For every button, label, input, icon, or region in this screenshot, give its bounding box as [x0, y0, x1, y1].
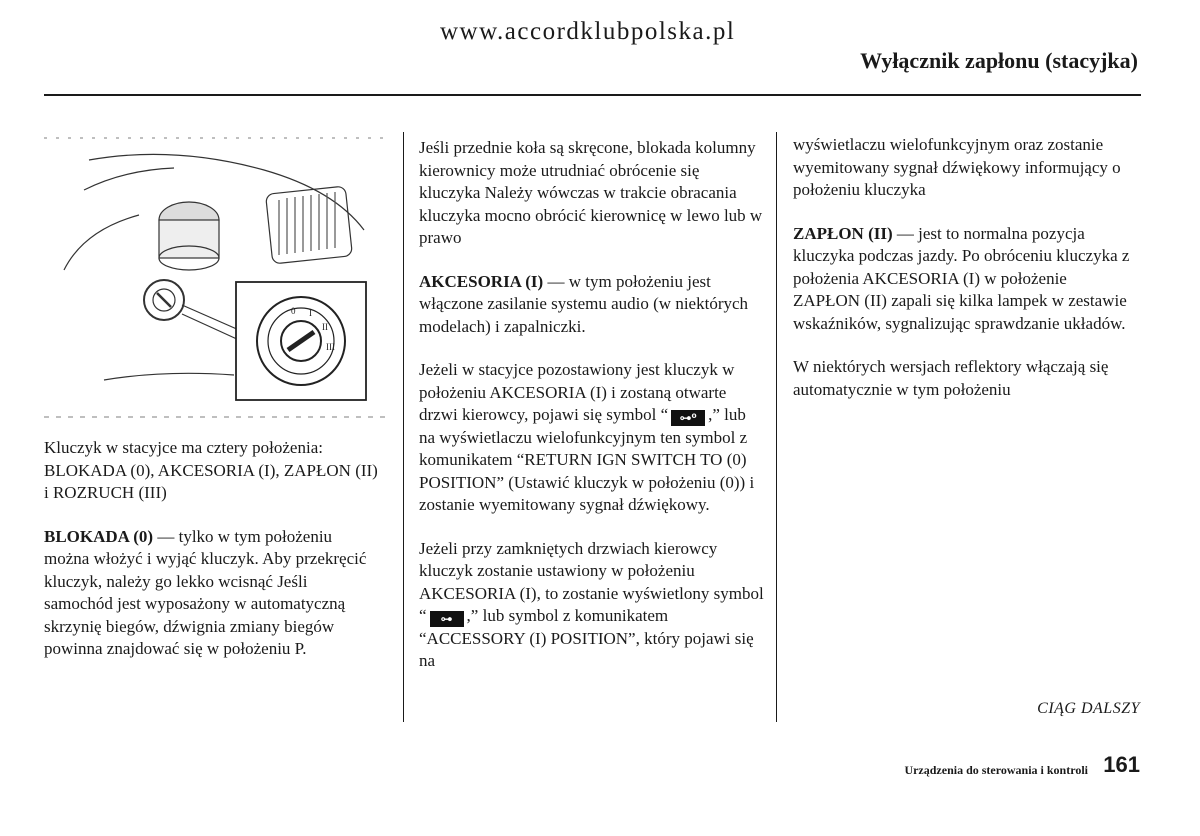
lock-position-text: — tylko w tym położeniu można włożyć i wyjąć kluczyk. Aby przekręcić kluczyk, należy go lekko wcisnąć Jeśli samochód jest wyposażony w automatyczną skrzynię biegów, dźwignia zmiany biegów powinna znajdować się w położeniu P.	[44, 526, 367, 658]
ignition-switch-illustration	[44, 130, 390, 420]
site-url[interactable]: www.accordklubpolska.pl	[440, 18, 736, 45]
dial-mark-0: 0	[291, 306, 296, 316]
headlights-paragraph: W niektórych wersjach reflektory włączają się automatycznie w tym położeniu	[793, 357, 1109, 399]
ignition-position-label: ZAPŁON (II)	[793, 223, 893, 243]
display-paragraph: wyświetlaczu wielofunkcyjnym oraz zostanie wyemitowany sygnał dźwiękowy informujący o położeniu kluczyka	[793, 135, 1121, 199]
ignition-dial-detail	[236, 282, 366, 400]
column-2	[419, 137, 764, 694]
page-number: 161	[1103, 752, 1140, 777]
dial-mark-3: III	[326, 342, 335, 352]
column-1	[44, 437, 380, 682]
key-reminder-symbol-icon: ⊶⁰	[671, 410, 705, 426]
accessory-position-paragraph	[419, 271, 764, 339]
lock-position-label: BLOKADA (0)	[44, 526, 154, 546]
accessory-position-label: AKCESORIA (I)	[419, 271, 544, 291]
continued-note: CIĄG DALSZY	[1037, 700, 1140, 717]
dial-mark-1: I	[309, 308, 312, 318]
key-left-paragraph: Jeżeli w stacyjce pozostawiony jest kluczyk w położeniu AKCESORIA (I) i zostaną otwarte drzwi kierowcy, pojawi się symbol “ ⊶⁰ ,” lub na wyświetlaczu wielofunkcyjnym ten symbol z komunikatem “RETURN IGN SWITCH TO (0) POSITION” (Ustawić kluczyk w położeniu (0)) i zostanie wyemitowany sygnał dźwiękowy.	[419, 360, 755, 514]
header-rule	[44, 94, 1141, 96]
doors-closed-paragraph: Jeżeli przy zamkniętych drzwiach kierowcy kluczyk zostanie ustawiony w położeniu AKCESORIA (I), to zostanie wyświetlony symbol “ ⊶ ,” lub symbol z komunikatem “ACCESSORY (I) POSITION”, który pojawi się na	[419, 538, 764, 670]
column-divider-2	[776, 132, 777, 722]
ignition-position-text: — jest to normalna pozycja kluczyka podczas jazdy. Po obróceniu kluczyka z położenia AKCESORIA (I) w położenie ZAPŁON (II) zapali się kilka lampek w zestawie wskaźników, sygnalizując sprawdzanie układów.	[793, 223, 1130, 333]
accessory-symbol-icon: ⊶	[430, 611, 464, 627]
dial-mark-2: II	[322, 322, 328, 332]
ignition-position-paragraph	[793, 223, 1133, 336]
section-title: Wyłącznik zapłonu (stacyjka)	[860, 48, 1138, 73]
positions-caption: Kluczyk w stacyjce ma cztery położenia: BLOKADA (0), AKCESORIA (I), ZAPŁON (II) i ROZRUCH (III)	[44, 438, 378, 502]
column-divider-1	[403, 132, 404, 722]
footer-section-name: Urządzenia do sterowania i kontroli	[904, 763, 1088, 777]
steering-lock-paragraph: Jeśli przednie koła są skręcone, blokada kolumny kierownicy może utrudniać obrócenie się kluczyka Należy wówczas w trakcie obracania kluczyka mocno obrócić kierownicę w lewo lub w prawo	[419, 138, 763, 247]
column-3	[793, 134, 1133, 422]
accessory-position-text: — w tym położeniu jest włączone zasilanie systemu audio (w niektórych modelach) i zapalniczki.	[419, 271, 749, 336]
lock-position-paragraph	[44, 526, 380, 661]
ignition-switch-drawing	[44, 130, 390, 420]
